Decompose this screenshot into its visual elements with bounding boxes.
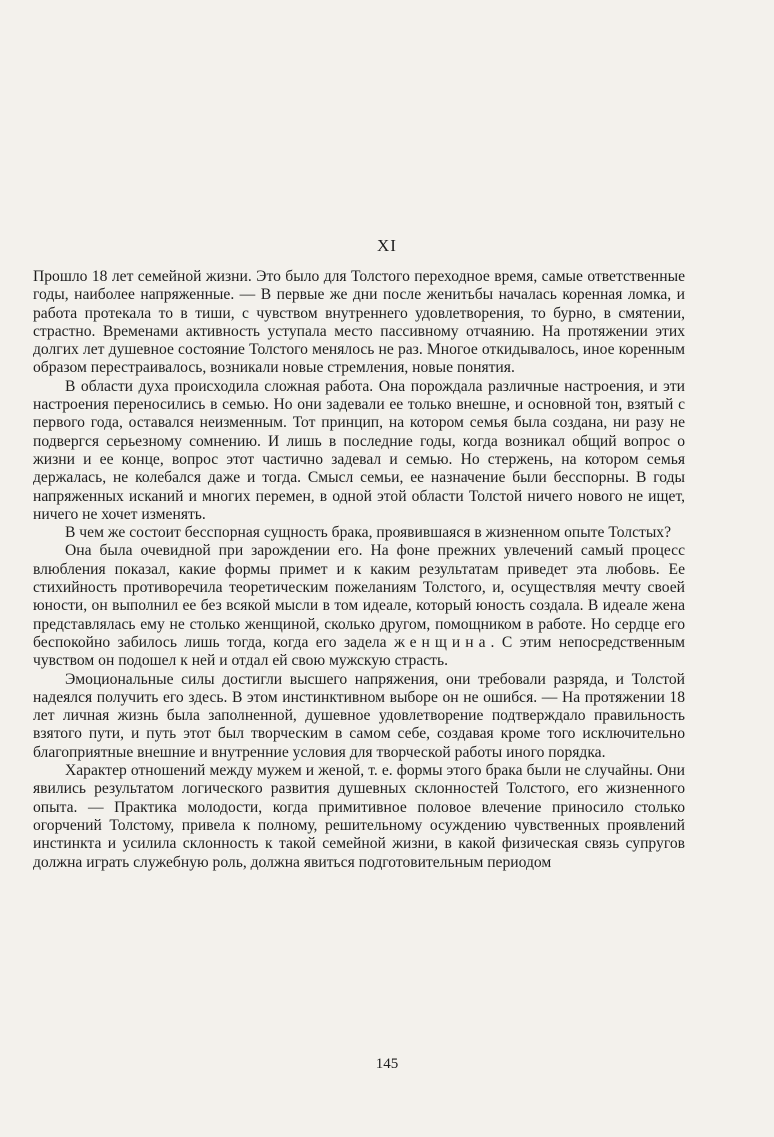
paragraph: В области духа происходила сложная работа. Она порождала различные настроения, и эти настроения переносились в семью. Но они задевали ее только внешне, и основной тон, взятый с первого года, оставался неизменным. Тот принцип, на котором семья была создана, ни разу не подвергся серьезному сомнению. И лишь в последние годы, когда возникал общий вопрос о жизни и ее конце, вопрос этот частично задевал и семью. Но стержень, на котором семья держалась, не колебался даже и тогда. Смысл семьи, ее назначение были бесспорны. В годы напряженных исканий и многих перемен, в одной этой области Толстой ничего нового не ищет, ничего не хочет изменять. <box>33 377 685 523</box>
paragraph: Эмоциональные силы достигли высшего напряжения, они требовали разряда, и Толстой надеялся получить его здесь. В этом инстинктивном выборе он не ошибся. — На протяжении 18 лет личная жизнь была заполненной, душевное удовлетворение подтверждало правильность взятого пути, и путь этот был творческим в самом себе, создавая кроме того исключительно благоприятные внешние и внутренние условия для творческой работы иного порядка. <box>33 670 685 761</box>
emphasized-word: женщина <box>394 633 491 651</box>
paragraph: Прошло 18 лет семейной жизни. Это было для Толстого переходное время, самые ответственные годы, наиболее напряженные. — В первые же дни после женитьбы началась коренная ломка, и работа протекала то в тиши, с чувством внутреннего удовлетворения, то бурно, в смятении, страстно. Временами активность уступала место пассивному отчаянию. На протяжении этих долгих лет душевное состояние Толстого менялось не раз. Многое откидывалось, иное коренным образом перестраивалось, возникали новые стремления, новые понятия. <box>33 268 685 377</box>
paragraph-text: . С этим непосредственным чувством он подошел к ней и отдал ей свою мужскую страсть. <box>33 633 685 670</box>
paragraph <box>33 542 685 670</box>
paragraph: Характер отношений между мужем и женой, т. е. формы этого брака были не случайны. Они явились результатом логического развития душевных склонностей Толстого, его жизненного опыта. — Практика молодости, когда примитивное половое влечение приносило столько огорчений Толстому, привела к полному, решительному осуждению чувственных проявлений инстинкта и усилила склонность к такой семейной жизни, в какой физическая связь супругов должна играть служебную роль, должна явиться подготовительным периодом <box>33 762 685 871</box>
paragraph: В чем же состоит бесспорная сущность брака, проявившаяся в жизненном опыте Толстых? <box>65 524 672 542</box>
chapter-title: XI <box>377 236 397 255</box>
paragraph-text: Она была очевидной при зарождении его. На фоне прежних увлечений самый процесс влюбления показал, какие формы примет и к каким результатам приведет эта любовь. Ее стихийность противоречила теоретическим пожеланиям Толстого, и, осуществляя мечту своей юности, он выполнил ее без всякой мысли в том идеале, который юность создала. В идеале жена представлялась ему не столько женщиной, сколько другом, помощником в работе. Но сердце его беспокойно забилось лишь тогда, когда его задела <box>33 542 685 651</box>
page-number: 145 <box>375 1056 399 1072</box>
body-text <box>33 268 685 872</box>
